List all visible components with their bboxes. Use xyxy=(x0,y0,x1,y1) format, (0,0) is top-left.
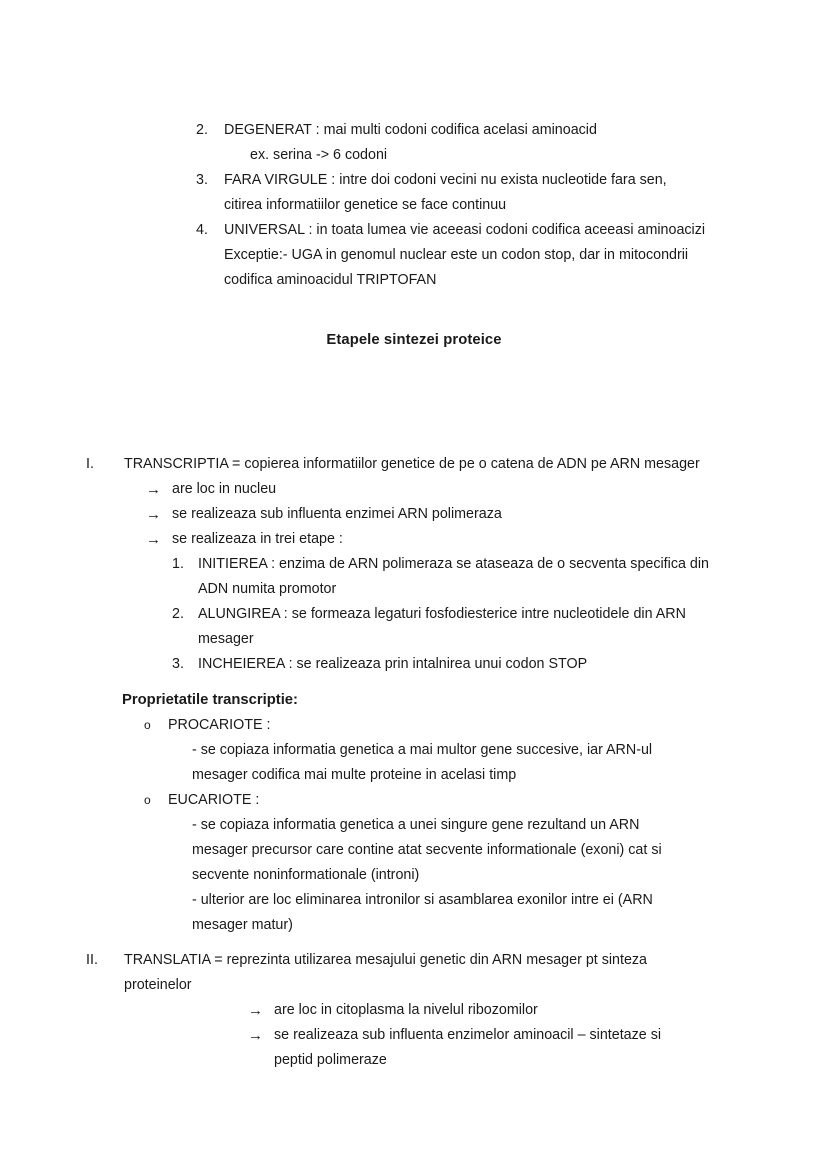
transcription-steps xyxy=(86,552,746,677)
section-title xyxy=(124,948,746,998)
detail-line: mesager codifica mai multe proteine in acelasi timp xyxy=(192,767,517,783)
section-title-line: TRANSLATIA = reprezinta utilizarea mesajului genetic din ARN mesager pt sinteza xyxy=(124,952,648,968)
list-body xyxy=(224,218,756,293)
arrow-list-label: se realizeaza sub influenta enzimei ARN polimeraza xyxy=(172,506,502,522)
list-marker: 3. xyxy=(196,172,208,188)
arrow-right-icon: → xyxy=(146,506,161,523)
arrow-list-item xyxy=(146,502,746,527)
arrow-right-icon: → xyxy=(248,1027,263,1044)
properties-list xyxy=(122,713,742,938)
section-title-row xyxy=(86,948,746,998)
list-marker: 4. xyxy=(196,222,208,238)
properties-item-detail xyxy=(144,813,742,938)
step-body xyxy=(198,552,746,602)
step-marker: 3. xyxy=(172,656,184,672)
arrow-list-label: are loc in citoplasma la nivelul ribozomilor xyxy=(274,1002,538,1018)
list-line: FARA VIRGULE : intre doi codoni vecini nu exista nucleotide fara sen, xyxy=(224,172,667,188)
section-title-row xyxy=(86,452,746,477)
list-marker: 2. xyxy=(196,122,208,138)
list-body xyxy=(224,168,756,218)
arrow-list-line: peptid polimeraze xyxy=(274,1052,387,1068)
detail-line: secvente noninformationale (introni) xyxy=(192,867,420,883)
section-transcriptia xyxy=(86,452,746,677)
section-heading: Etapele sintezei proteice xyxy=(326,332,502,348)
step-body xyxy=(198,602,746,652)
arrow-list-label: se realizeaza in trei etape : xyxy=(172,531,343,547)
circle-bullet-icon: o xyxy=(144,718,151,732)
list-line: codifica aminoacidul TRIPTOFAN xyxy=(224,272,437,288)
properties-heading: Proprietatile transcriptie: xyxy=(122,692,298,708)
properties-block xyxy=(122,688,742,938)
section-title: TRANSCRIPTIA = copierea informatiilor genetice de pe o catena de ADN pe ARN mesager xyxy=(124,456,700,472)
step-line: INCHEIEREA : se realizeaza prin intalnirea unui codon STOP xyxy=(198,656,588,672)
step-body xyxy=(198,652,746,677)
section-numeral: I. xyxy=(86,456,94,472)
step-line: ADN numita promotor xyxy=(198,581,337,597)
list-line: ex. serina -> 6 codoni xyxy=(250,147,388,163)
detail-line: - ulterior are loc eliminarea intronilor si asamblarea exonilor intre ei (ARN xyxy=(192,892,653,908)
arrow-list-item xyxy=(146,477,746,502)
arrow-list xyxy=(86,477,746,552)
arrow-list-line: se realizeaza sub influenta enzimelor aminoacil – sintetaze si xyxy=(274,1027,662,1043)
properties-item xyxy=(144,788,742,813)
section-numeral: II. xyxy=(86,952,98,968)
arrow-right-icon: → xyxy=(248,1002,263,1019)
list-line: Exceptie:- UGA in genomul nuclear este un codon stop, dar in mitocondrii xyxy=(224,247,689,263)
detail-line: mesager precursor care contine atat secvente informationale (exoni) cat si xyxy=(192,842,662,858)
properties-item-label: EUCARIOTE : xyxy=(168,792,260,808)
arrow-list-item xyxy=(146,527,746,552)
section-translatia xyxy=(86,948,746,1073)
list-item xyxy=(196,218,756,293)
arrow-list xyxy=(86,998,746,1073)
step-item xyxy=(172,652,746,677)
step-marker: 2. xyxy=(172,606,184,622)
properties-item-detail xyxy=(144,738,742,788)
step-line: ALUNGIREA : se formeaza legaturi fosfodiesterice intre nucleotidele din ARN xyxy=(198,606,686,622)
step-marker: 1. xyxy=(172,556,184,572)
detail-line: - se copiaza informatia genetica a mai multor gene succesive, iar ARN-ul xyxy=(192,742,653,758)
arrow-right-icon: → xyxy=(146,531,161,548)
list-line: citirea informatiilor genetice se face continuu xyxy=(224,197,507,213)
step-line: mesager xyxy=(198,631,254,647)
top-numbered-list xyxy=(196,118,756,293)
step-item xyxy=(172,552,746,602)
arrow-list-item xyxy=(248,1023,746,1073)
list-line: DEGENERAT : mai multi codoni codifica acelasi aminoacid xyxy=(224,122,597,138)
list-line: UNIVERSAL : in toata lumea vie aceeasi codoni codifica aceeasi aminoacizi xyxy=(224,222,706,238)
arrow-right-icon: → xyxy=(146,481,161,498)
arrow-list-label xyxy=(274,1023,746,1073)
arrow-list-item xyxy=(248,998,746,1023)
list-item xyxy=(196,168,756,218)
list-body xyxy=(224,118,756,168)
list-item xyxy=(196,118,756,168)
properties-item-label: PROCARIOTE : xyxy=(168,717,271,733)
step-line: INITIEREA : enzima de ARN polimeraza se ataseaza de o secventa specifica din xyxy=(198,556,709,572)
properties-item xyxy=(144,713,742,738)
arrow-list-label: are loc in nucleu xyxy=(172,481,277,497)
step-item xyxy=(172,602,746,652)
circle-bullet-icon: o xyxy=(144,793,151,807)
detail-line: - se copiaza informatia genetica a unei singure gene rezultand un ARN xyxy=(192,817,640,833)
section-title-line: proteinelor xyxy=(124,977,192,993)
detail-line: mesager matur) xyxy=(192,917,293,933)
